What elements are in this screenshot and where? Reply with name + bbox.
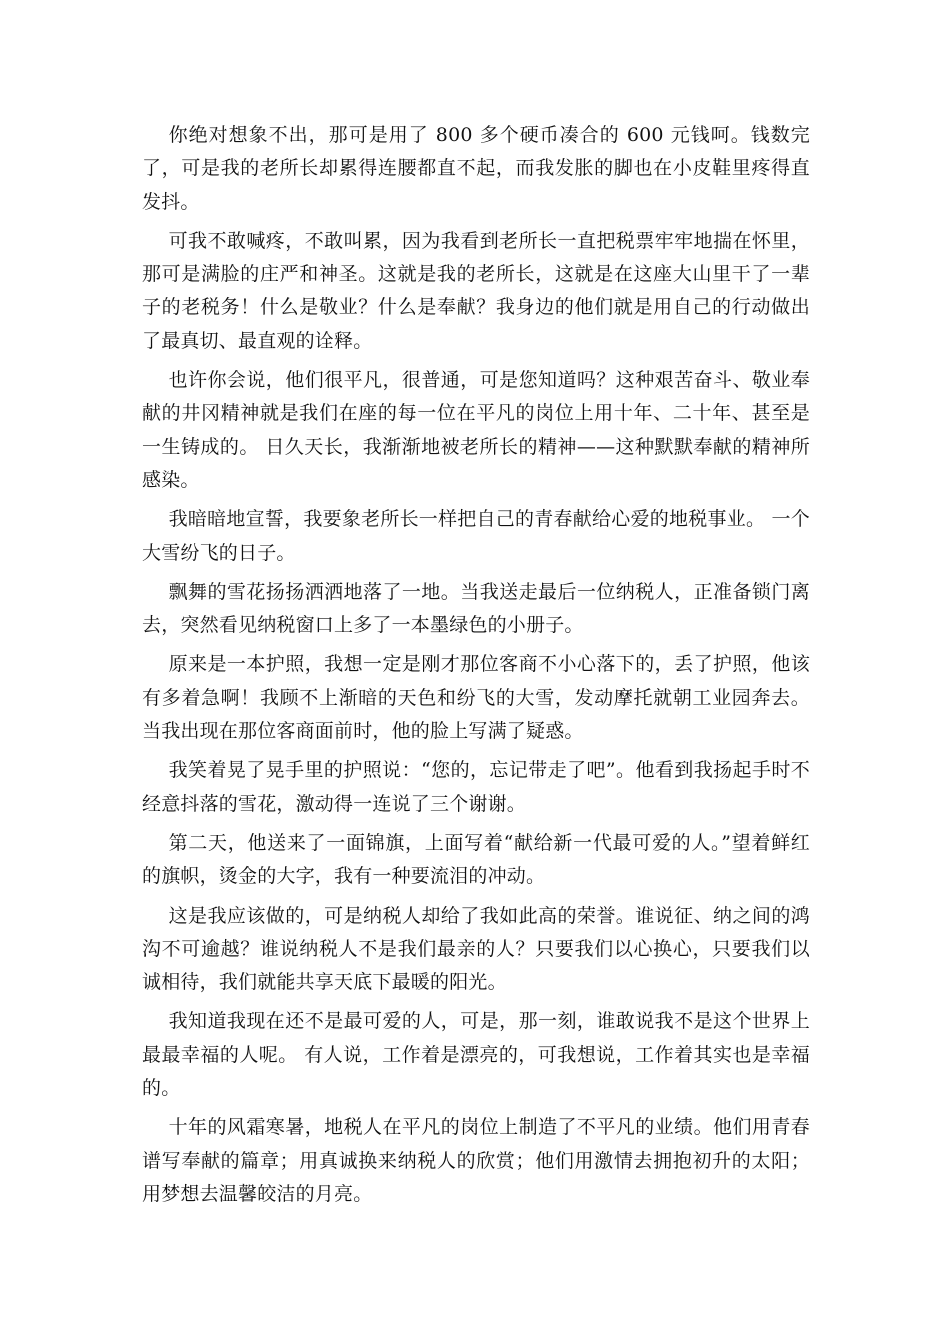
paragraph-9: 这是我应该做的，可是纳税人却给了我如此高的荣誉。谁说征、纳之间的鸿沟不可逾越？谁说纳税人不是我们最亲的人？只要我们以心换心，只要我们以诚相待，我们就能共享天底下最暖的阳光。: [142, 904, 810, 994]
paragraph-8: 第二天，他送来了一面锦旗，上面写着“献给新一代最可爱的人。”望着鲜红的旗帜，烫金的大字，我有一种要流泪的冲动。: [142, 831, 810, 888]
paragraph-11: 十年的风霜寒暑，地税人在平凡的岗位上制造了不平凡的业绩。他们用青春谱写奉献的篇章；用真诚换来纳税人的欣赏；他们用激情去拥抱初升的太阳；用梦想去温馨皎洁的月亮。: [142, 1116, 810, 1205]
document-body: [142, 119, 810, 1217]
paragraph-7: 我笑着晃了晃手里的护照说：“您的，忘记带走了吧”。他看到我扬起手时不经意抖落的雪花，激动得一连说了三个谢谢。: [142, 759, 810, 815]
paragraph-3: 也许你会说，他们很平凡，很普通，可是您知道吗？这种艰苦奋斗、敬业奉献的井冈精神就是我们在座的每一位在平凡的岗位上用十年、二十年、甚至是一生铸成的。 日久天长，我渐渐地被老所长的精神——这种默默奉献的精神所感染。: [142, 369, 810, 491]
paragraph-4: 我暗暗地宣誓，我要象老所长一样把自己的青春献给心爱的地税事业。 一个大雪纷飞的日子。: [142, 508, 810, 564]
paragraph-1: 你绝对想象不出，那可是用了 800 多个硬币凑合的 600 元钱呵。钱数完了，可是我的老所长却累得连腰都直不起，而我发胀的脚也在小皮鞋里疼得直发抖。: [142, 124, 810, 213]
paragraph-6: 原来是一本护照，我想一定是刚才那位客商不小心落下的，丢了护照，他该有多着急啊！我顾不上渐暗的天色和纷飞的大雪，发动摩托就朝工业园奔去。当我出现在那位客商面前时，他的脸上写满了疑惑。: [142, 653, 810, 743]
paragraph-5: 飘舞的雪花扬扬洒洒地落了一地。当我送走最后一位纳税人，正准备锁门离去，突然看见纳税窗口上多了一本墨绿色的小册子。: [142, 580, 810, 637]
paragraph-2: 可我不敢喊疼，不敢叫累，因为我看到老所长一直把税票牢牢地揣在怀里，那可是满脸的庄严和神圣。这就是我的老所长，这就是在这座大山里干了一辈子的老税务！什么是敬业？什么是奉献？我身边的他们就是用自己的行动做出了最真切、最直观的诠释。: [142, 229, 810, 352]
paragraph-10: 我知道我现在还不是最可爱的人，可是，那一刻，谁敢说我不是这个世界上最最幸福的人呢。 有人说，工作着是漂亮的，可我想说，工作着其实也是幸福的。: [142, 1010, 810, 1100]
